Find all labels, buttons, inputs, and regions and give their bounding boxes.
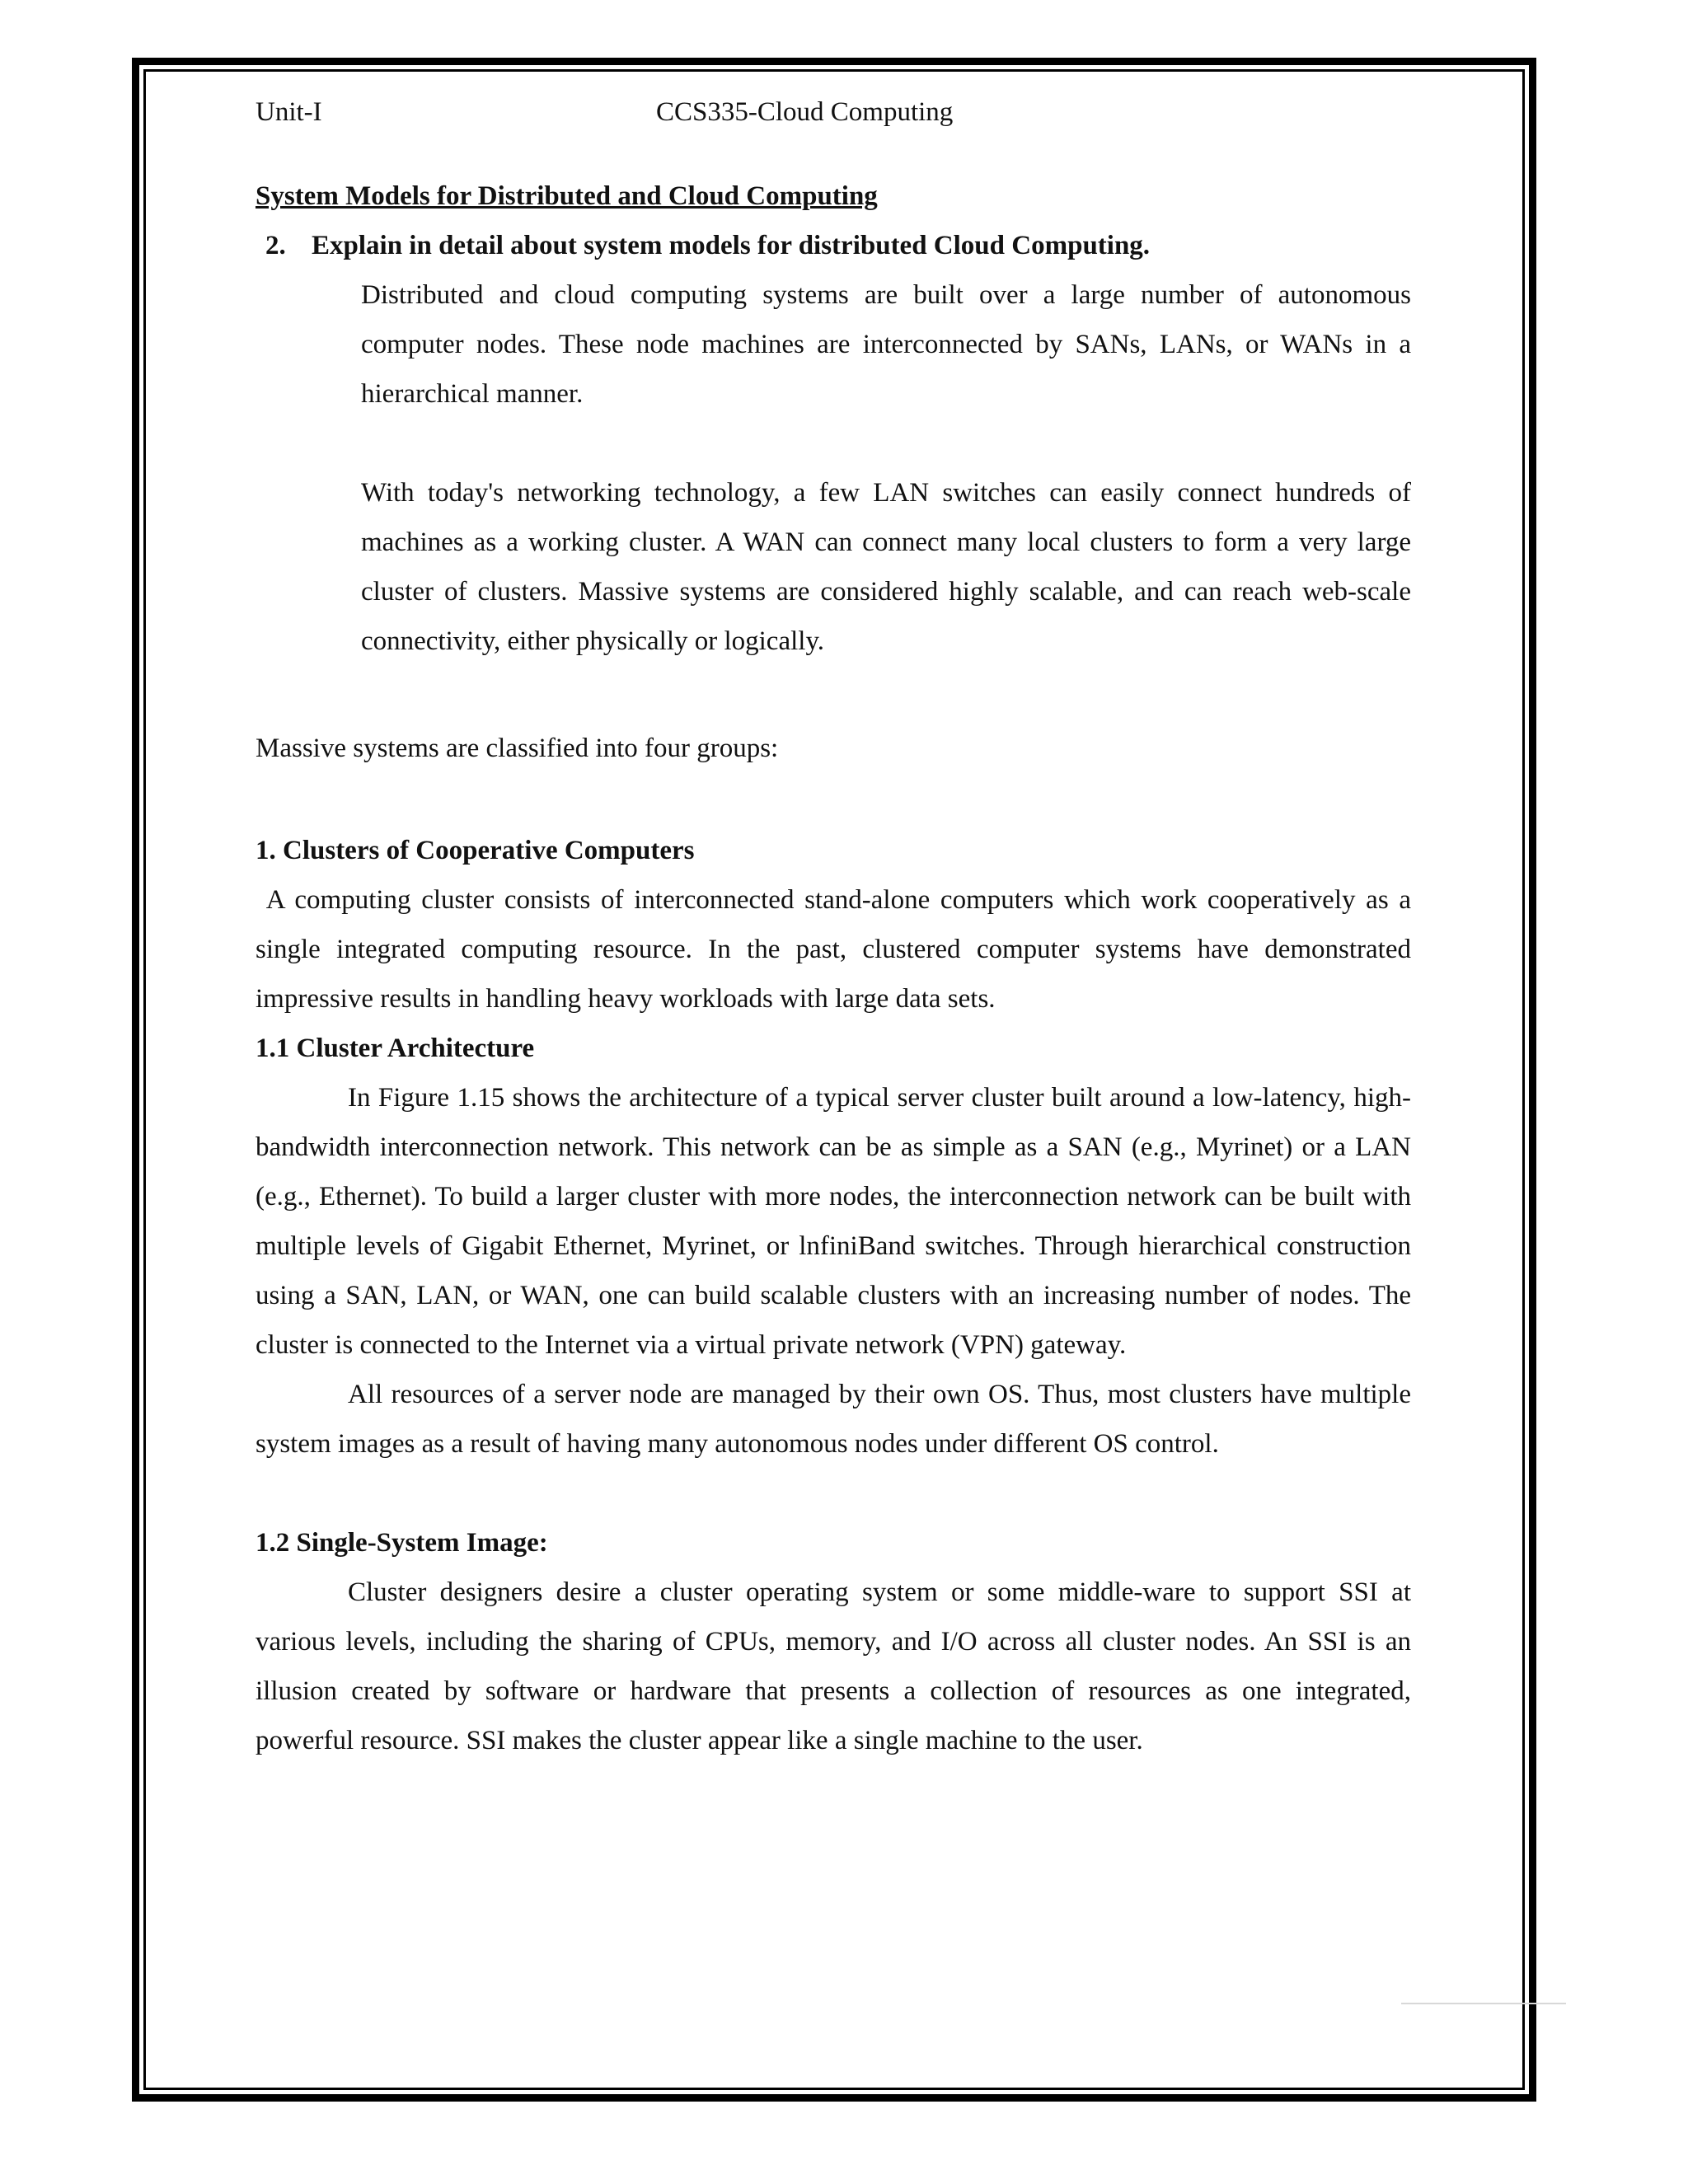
question-text: Explain in detail about system models for distributed Cloud Computing. [312,231,1151,260]
ssi-paragraph: Cluster designers desire a cluster operating system or some middle-ware to support SSI at various levels, including the sharing of CPUs, memory, and I/O across all cluster nodes. An SSI is an illusion created by software or hardware that presents a collection of resources as one integrated, powerful resource. SSI makes the cluster appear like a single machine to the user. [256,1577,1411,1755]
section-title: System Models for Distributed and Cloud Computing [256,181,878,211]
header-course: CCS335-Cloud Computing [656,97,954,127]
document-content [256,82,1411,1765]
ssi-heading: 1.2 Single-System Image: [256,1528,548,1558]
cluster-architecture-heading: 1.1 Cluster Architecture [256,1033,535,1063]
page-header [256,82,1411,132]
intro-paragraph-1: Distributed and cloud computing systems are built over a large number of autonomous computer nodes. These node machines are interconnected by SANs, LANs, or WANs in a hierarchical manner. [361,280,1411,409]
clusters-paragraph [256,875,1411,1024]
classification-line: Massive systems are classified into four groups: [256,733,779,763]
cluster-architecture-paragraph-1: In Figure 1.15 shows the architecture of a typical server cluster built around a low-latency, high-bandwidth interconnection network. This network can be as simple as a SAN (e.g., Myrinet) or a LAN (e.g., Ethernet). To build a larger cluster with more nodes, the interconnection network can be built with multiple levels of Gigabit Ethernet, Myrinet, or lnfiniBand switches. Through hierarchical construction using a SAN, LAN, or WAN, one can build scalable clusters with an increasing number of nodes. The cluster is connected to the Internet via a virtual private network (VPN) gateway. [256,1083,1411,1360]
intro-paragraph-2: With today's networking technology, a few LAN switches can easily connect hundreds of machines as a working cluster. A WAN can connect many local clusters to form a very large cluster of clusters. Massive systems are considered highly scalable, and can reach web-scale connectivity, either physically or logically. [361,478,1411,656]
footer-rule [1401,2003,1566,2004]
header-unit: Unit-I [256,97,322,127]
question-number: 2. [265,231,286,260]
question [265,221,1411,270]
clusters-heading: 1. Clusters of Cooperative Computers [256,836,695,865]
cluster-architecture-paragraph-2: All resources of a server node are managed by their own OS. Thus, most clusters have multiple system images as a result of having many autonomous nodes under different OS control. [256,1380,1411,1459]
clusters-paragraph-text: A computing cluster consists of interconnected stand-alone computers which work cooperatively as a single integrated computing resource. In the past, clustered computer systems have demonstrated impressive results in handling heavy workloads with large data sets. [256,885,1411,1014]
